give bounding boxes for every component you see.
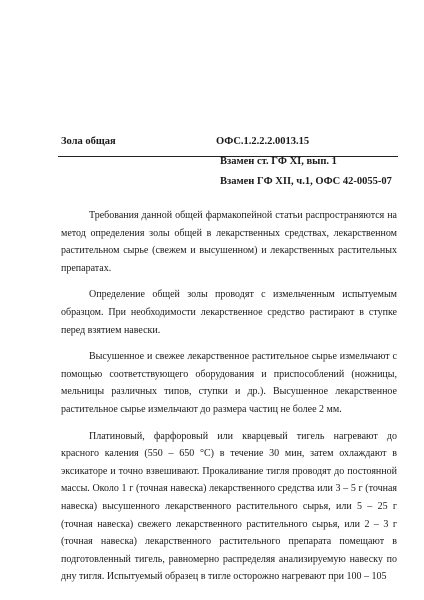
header-divider xyxy=(58,156,398,157)
article-code: ОФС.1.2.2.2.0013.15 xyxy=(216,136,310,147)
paragraph-scope: Требования данной общей фармакопейной статьи распространяются на метод определения золы общей в лекарственных средствах, лекарственном растительном сырье (свежем и высушенном) и лекарственных растительных препаратах. xyxy=(61,210,397,274)
paragraph-grinding: Высушенное и свежее лекарственное растительное сырье измельчают с помощью соответствующего оборудования и приспособлений (ножницы, мельницы различных типов, ступки и др.). Высушенное лекарственное растительное сырье измельчают до размера частиц не более 2 мм. xyxy=(61,351,397,415)
article-header-block xyxy=(216,136,392,192)
replaces-line-2: Взамен ГФ XII, ч.1, ОФС 42-0055-07 xyxy=(220,176,392,187)
paragraph-sample-prep: Определение общей золы проводят с измельченным испытуемым образцом. При необходимости лекарственное средство растирают в ступке перед взятием навески. xyxy=(61,289,397,336)
article-title: Зола общая xyxy=(61,136,116,147)
replaces-line-1: Взамен ст. ГФ XI, вып. 1 xyxy=(220,156,337,167)
paragraph-procedure: Платиновый, фарфоровый или кварцевый тигель нагревают до красного каления (550 – 650 °С) в течение 30 мин, затем охлаждают в эксикаторе и точно взвешивают. Прокаливание тигля проводят до постоянной массы. Около 1 г (точная навеска) лекарственного средства или 3 – 5 г (точная навеска) высушенного лекарственного растительного сырья, или 5 – 25 г (точная навеска) свежего лекарственного растительного сырья, или 2 – 3 г (точная навеска) лекарственного растительного препарата помещают в подготовленный тигель, равномерно распределяя анализируемую навеску по дну тигля. Испытуемый образец в тигле осторожно нагревают при 100 – 105 xyxy=(61,430,397,583)
article-body xyxy=(61,207,397,595)
